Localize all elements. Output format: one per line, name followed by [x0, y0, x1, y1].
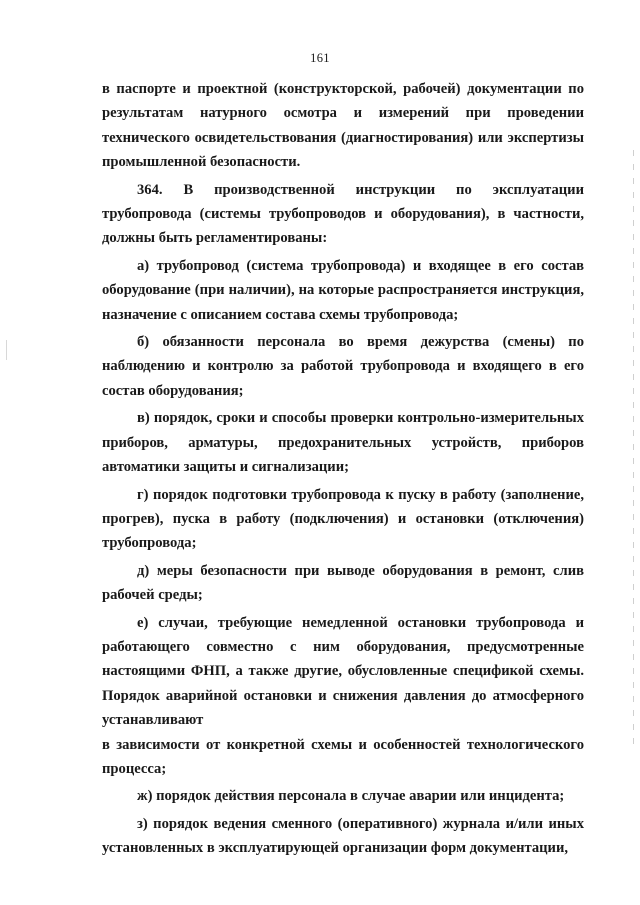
paragraph-item-a: а) трубопровод (система трубопровода) и входящее в его состав оборудование (при наличии), на которые распространяется инструкция, назначение с описанием состава схемы трубопровода; [102, 257, 584, 323]
document-body [102, 77, 584, 861]
paragraph-continuation: в паспорте и проектной (конструкторской, рабочей) документации по результатам натурного осмотра и измерений при проведении технического освидетельствования (диагностирования) или экспертизы промышленной безопасности. [102, 81, 584, 171]
scan-left-mark [6, 340, 7, 360]
paragraph-item-v: в) порядок, сроки и способы проверки контрольно-измерительных приборов, арматуры, предохранительных устройств, приборов автоматики защиты и сигнализации; [102, 410, 584, 476]
paragraph-item-e: е) случаи, требующие немедленной остановки трубопровода и работающего совместно с ним оборудования, предусмотренные настоящими ФНП, а также другие, обусловленные спецификой схемы. Порядок аварийной остановки и снижения давления до атмосферного устанавливают [102, 614, 584, 729]
paragraph-364: 364. В производственной инструкции по эксплуатации трубопровода (системы трубопроводов и оборудования), в частности, должны быть регламентированы: [102, 181, 584, 247]
scan-edge-mark [633, 150, 634, 750]
paragraph-item-b: б) обязанности персонала во время дежурства (смены) по наблюдению и контролю за работой трубопровода и входящего в его состав оборудования; [102, 334, 584, 399]
paragraph-item-z: з) порядок ведения сменного (оперативного) журнала и/или иных установленных в эксплуатирующей организации форм документации, [102, 815, 584, 857]
paragraph-item-g: г) порядок подготовки трубопровода к пуску в работу (заполнение, прогрев), пуска в работу (подключения) и остановки (отключения) трубопровода; [102, 486, 584, 552]
paragraph-item-d: д) меры безопасности при выводе оборудования в ремонт, слив рабочей среды; [102, 562, 584, 604]
paragraph-item-zh: ж) порядок действия персонала в случае аварии или инцидента; [137, 788, 565, 805]
paragraph-item-e-continuation: в зависимости от конкретной схемы и особенностей технологического процесса; [102, 736, 584, 777]
page-number: 161 [310, 51, 330, 65]
